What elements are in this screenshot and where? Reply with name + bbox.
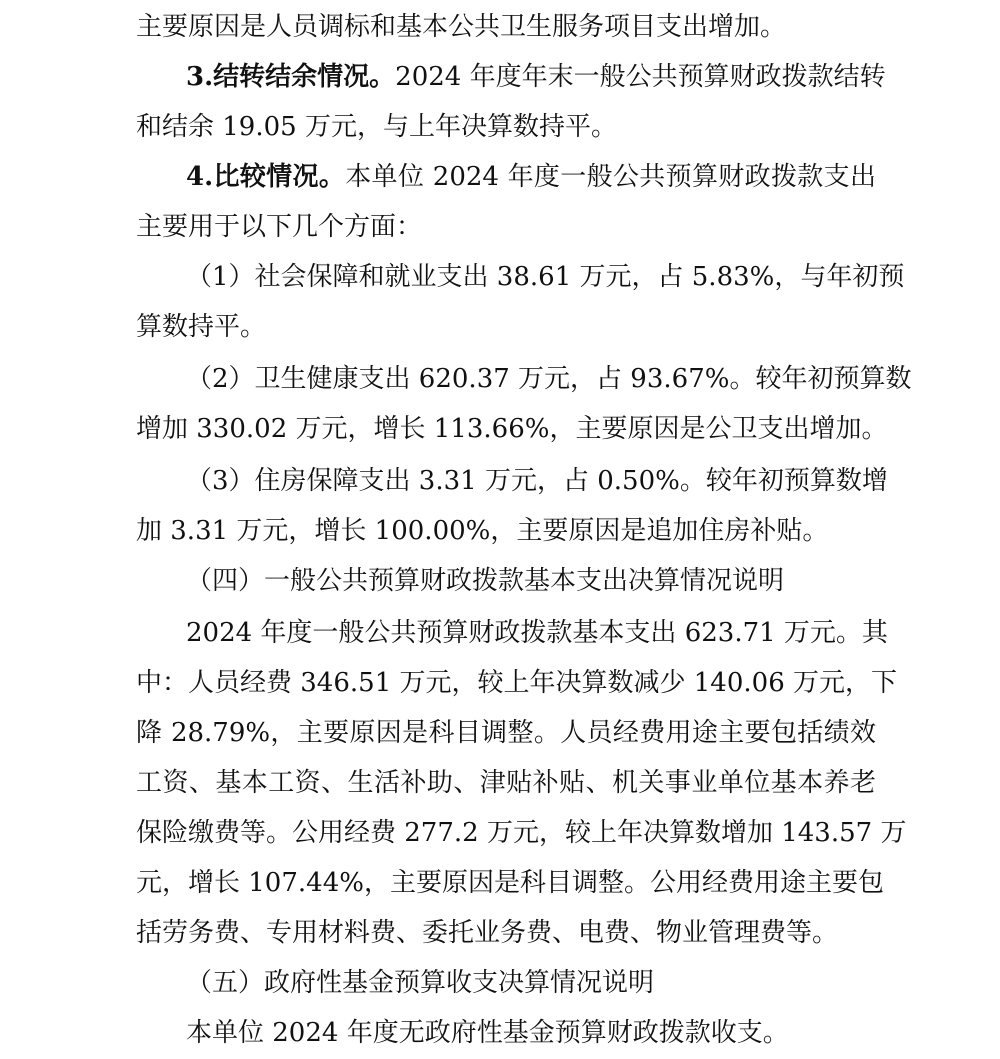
paragraph-line: 2024 年度一般公共预算财政拨款基本支出 623.71 万元。其 xyxy=(186,618,888,648)
paragraph-line: 增加 330.02 万元，增长 113.66%，主要原因是公卫支出增加。 xyxy=(136,414,888,444)
paragraph-line: 降 28.79%，主要原因是科目调整。人员经费用途主要包括绩效 xyxy=(136,718,876,748)
paragraph-line: 3.结转结余情况。2024 年度年末一般公共预算财政拨款结转 xyxy=(186,62,886,92)
paragraph-line: 工资、基本工资、生活补助、津贴补贴、机关事业单位基本养老 xyxy=(136,768,876,798)
paragraph-line: （2）卫生健康支出 620.37 万元，占 93.67%。较年初预算数 xyxy=(186,364,912,394)
paragraph-line: 加 3.31 万元，增长 100.00%，主要原因是追加住房补贴。 xyxy=(136,516,829,546)
section-heading: （五）政府性基金预算收支决算情况说明 xyxy=(186,968,655,998)
paragraph-line: 主要用于以下几个方面： xyxy=(136,212,423,242)
paragraph-line: 保险缴费等。公用经费 277.2 万元，较上年决算数增加 143.57 万 xyxy=(136,818,907,848)
paragraph-line: 本单位 2024 年度无政府性基金预算财政拨款收支。 xyxy=(186,1018,789,1048)
paragraph-line: 主要原因是人员调标和基本公共卫生服务项目支出增加。 xyxy=(136,12,787,42)
paragraph-line: （1）社会保障和就业支出 38.61 万元，占 5.83%，与年初预 xyxy=(186,262,905,292)
section-heading: （四）一般公共预算财政拨款基本支出决算情况说明 xyxy=(186,566,785,596)
section-heading-inline: 4.比较情况。 xyxy=(186,162,346,192)
paragraph-line: 括劳务费、专用材料费、委托业务费、电费、物业管理费等。 xyxy=(136,918,839,948)
paragraph-line: 中：人员经费 346.51 万元，较上年决算数减少 140.06 万元，下 xyxy=(136,668,898,698)
paragraph-line: 和结余 19.05 万元，与上年决算数持平。 xyxy=(136,112,617,142)
section-heading-inline: 3.结转结余情况。 xyxy=(186,62,396,92)
paragraph-line: 算数持平。 xyxy=(136,312,267,342)
paragraph-line: 元，增长 107.44%，主要原因是科目调整。公用经费用途主要包 xyxy=(136,868,884,898)
paragraph-line: （3）住房保障支出 3.31 万元，占 0.50%。较年初预算数增 xyxy=(186,466,888,496)
paragraph-line: 4.比较情况。本单位 2024 年度一般公共预算财政拨款支出 xyxy=(186,162,876,192)
